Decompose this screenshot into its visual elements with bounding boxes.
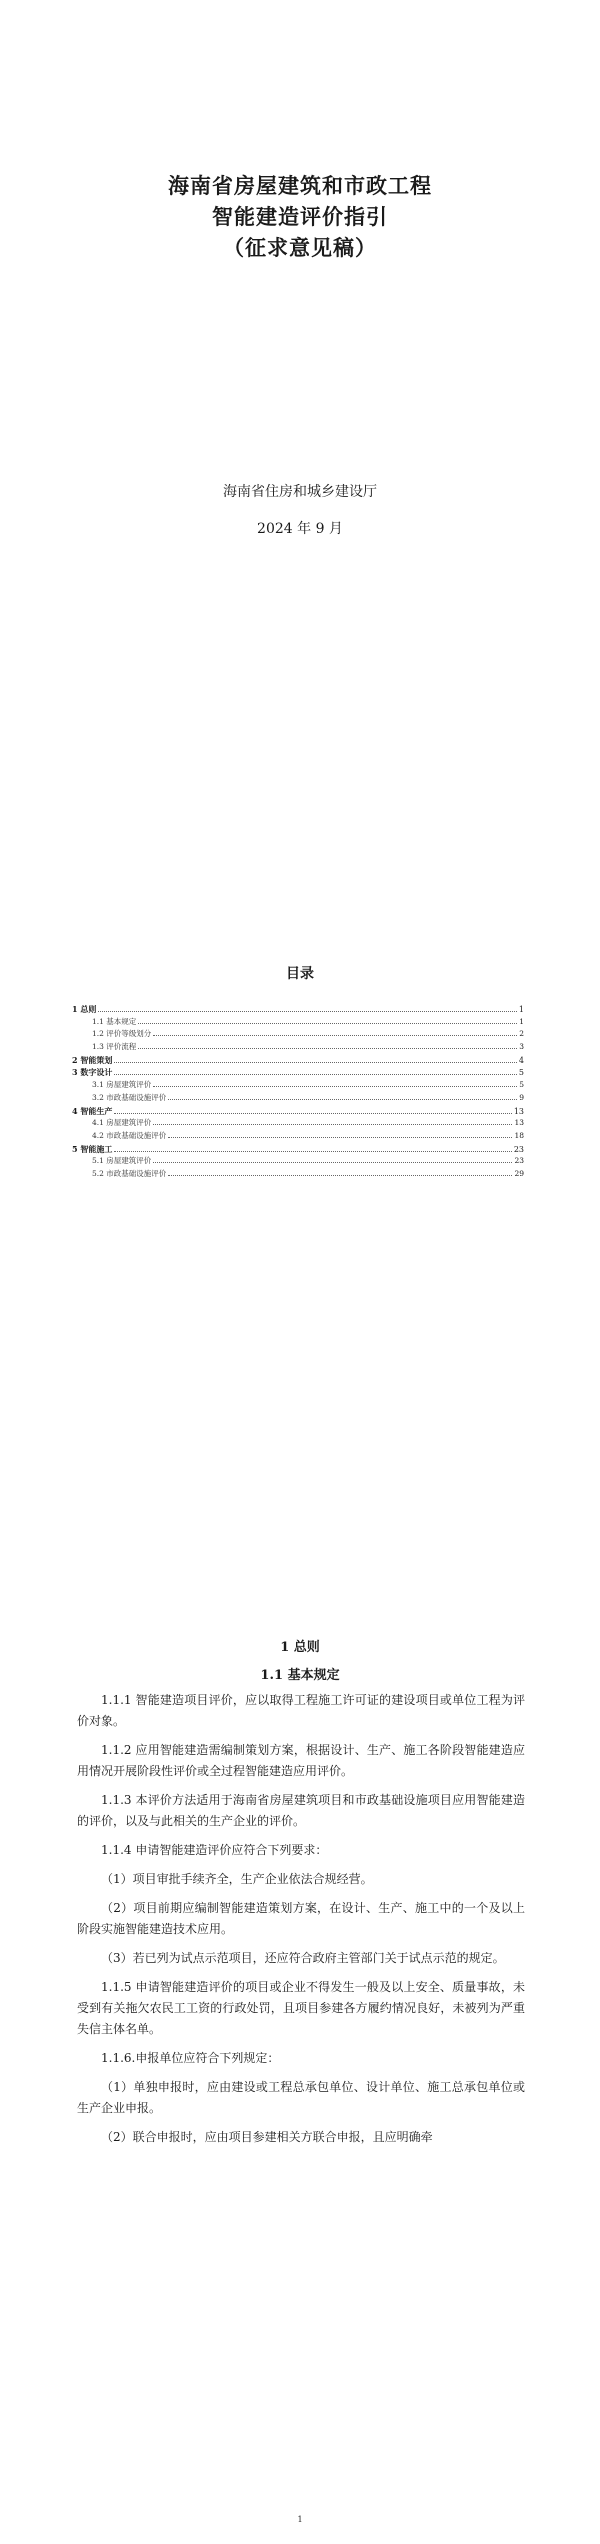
body-paragraph: 1.1.3 本评价方法适用于海南省房屋建筑项目和市政基础设施项目应用智能建造的评价，以及与此相关的生产企业的评价。 bbox=[77, 1793, 525, 1828]
chapter-title: 1 总则 bbox=[280, 1640, 320, 1655]
toc-entry[interactable] bbox=[72, 1028, 524, 1041]
toc-entry-label: 3.2 市政基础设施评价 bbox=[92, 1092, 167, 1102]
toc-entry-page: 13 bbox=[513, 1106, 524, 1116]
toc-entry-label: 3 数字设计 bbox=[72, 1067, 113, 1078]
body-paragraph: （2）项目前期应编制智能建造策划方案，在设计、生产、施工中的一个及以上阶段实施智能建造技术应用。 bbox=[77, 1901, 525, 1936]
toc-entry[interactable] bbox=[72, 1092, 524, 1105]
body-paragraph: 1.1.2 应用智能建造需编制策划方案，根据设计、生产、施工各阶段智能建造应用情况开展阶段性评价或全过程智能建造应用评价。 bbox=[77, 1743, 525, 1778]
toc-leader-dots bbox=[138, 1023, 517, 1024]
toc-leader-dots bbox=[153, 1086, 517, 1087]
body-paragraph: 1.1.1 智能建造项目评价，应以取得工程施工许可证的建设项目或单位工程为评价对象。 bbox=[77, 1693, 525, 1728]
toc-entry-page: 4 bbox=[518, 1055, 524, 1065]
toc-heading: 目录 bbox=[286, 966, 314, 982]
toc-entry-label: 1.3 评价流程 bbox=[92, 1042, 137, 1052]
toc-entry-label: 4.2 市政基础设施评价 bbox=[92, 1130, 167, 1140]
toc-entry[interactable] bbox=[72, 1155, 524, 1168]
toc-entry-page: 23 bbox=[513, 1144, 524, 1154]
toc-entry-page: 13 bbox=[514, 1118, 524, 1128]
body-text bbox=[77, 1690, 525, 2156]
toc-entry-page: 23 bbox=[514, 1156, 524, 1166]
toc-leader-dots bbox=[168, 1175, 512, 1176]
toc-entry[interactable] bbox=[72, 1143, 524, 1156]
toc-entry[interactable] bbox=[72, 1168, 524, 1181]
toc-leader-dots bbox=[114, 1062, 517, 1063]
toc-entry-page: 1 bbox=[518, 1005, 524, 1014]
body-paragraph: 1.1.6.申报单位应符合下列规定： bbox=[101, 2051, 280, 2065]
body-paragraph: 1.1.4 申请智能建造评价应符合下列要求： bbox=[101, 1843, 328, 1857]
toc-leader-dots bbox=[153, 1035, 517, 1036]
toc-entry-page: 5 bbox=[518, 1068, 524, 1078]
body-paragraph: （2）联合申报时，应由项目参建相关方联合申报，且应明确牵 bbox=[101, 2130, 433, 2144]
toc-entry[interactable] bbox=[72, 1105, 524, 1118]
toc-entry-label: 4 智能生产 bbox=[72, 1105, 113, 1116]
toc-entry[interactable] bbox=[72, 1066, 524, 1079]
toc-entry[interactable] bbox=[72, 1079, 524, 1092]
cover-date: 2024 年 9 月 bbox=[257, 521, 343, 537]
toc-leader-dots bbox=[98, 1011, 517, 1012]
toc-entry-page: 29 bbox=[514, 1168, 524, 1178]
toc-entry-page: 1 bbox=[519, 1016, 524, 1026]
page-number: 1 bbox=[297, 2515, 303, 2524]
body-paragraph: （1）单独申报时，应由建设或工程总承包单位、设计单位、施工总承包单位或生产企业申报。 bbox=[77, 2080, 525, 2115]
table-of-contents bbox=[72, 1003, 524, 1181]
toc-entry-label: 1.2 评价等级划分 bbox=[92, 1029, 152, 1039]
toc-leader-dots bbox=[114, 1074, 517, 1075]
toc-leader-dots bbox=[168, 1099, 517, 1100]
toc-entry-label: 3.1 房屋建筑评价 bbox=[92, 1080, 152, 1090]
toc-entry-label: 5 智能施工 bbox=[72, 1143, 113, 1154]
cover-title-line-2: 智能建造评价指引 bbox=[212, 204, 388, 229]
body-paragraph: （3）若已列为试点示范项目，还应符合政府主管部门关于试点示范的规定。 bbox=[101, 1951, 505, 1965]
toc-entry-page: 3 bbox=[519, 1042, 524, 1052]
toc-entry-label: 5.1 房屋建筑评价 bbox=[92, 1156, 152, 1166]
body-paragraph: 1.1.5 申请智能建造评价的项目或企业不得发生一般及以上安全、质量事故，未受到有关拖欠农民工工资的行政处罚，且项目参建各方履约情况良好，未被列为严重失信主体名单。 bbox=[77, 1980, 525, 2036]
toc-entry-label: 2 智能策划 bbox=[72, 1054, 113, 1065]
toc-entry[interactable] bbox=[72, 1130, 524, 1143]
body-paragraph: （1）项目审批手续齐全，生产企业依法合规经营。 bbox=[101, 1872, 373, 1886]
toc-leader-dots bbox=[153, 1162, 512, 1163]
toc-entry-page: 5 bbox=[519, 1080, 524, 1090]
toc-entry-page: 9 bbox=[519, 1092, 524, 1102]
toc-leader-dots bbox=[114, 1151, 511, 1152]
toc-leader-dots bbox=[114, 1113, 511, 1114]
toc-leader-dots bbox=[168, 1137, 512, 1138]
section-title: 1.1 基本规定 bbox=[260, 1668, 340, 1683]
toc-entry-label: 1 总则 bbox=[72, 1004, 97, 1014]
toc-entry-page: 2 bbox=[519, 1029, 524, 1039]
toc-leader-dots bbox=[153, 1124, 512, 1125]
cover-title-line-1: 海南省房屋建筑和市政工程 bbox=[168, 173, 432, 198]
toc-entry[interactable] bbox=[72, 1041, 524, 1054]
toc-entry[interactable] bbox=[72, 1003, 524, 1016]
toc-leader-dots bbox=[138, 1048, 517, 1049]
cover-issuer: 海南省住房和城乡建设厅 bbox=[223, 484, 377, 500]
toc-entry[interactable] bbox=[72, 1016, 524, 1029]
toc-entry-label: 4.1 房屋建筑评价 bbox=[92, 1118, 152, 1128]
toc-entry[interactable] bbox=[72, 1117, 524, 1130]
toc-entry-page: 18 bbox=[514, 1130, 524, 1140]
cover-title-line-3: （征求意见稿） bbox=[223, 235, 377, 260]
toc-entry-label: 1.1 基本规定 bbox=[92, 1016, 137, 1026]
toc-entry[interactable] bbox=[72, 1054, 524, 1067]
toc-entry-label: 5.2 市政基础设施评价 bbox=[92, 1168, 167, 1178]
